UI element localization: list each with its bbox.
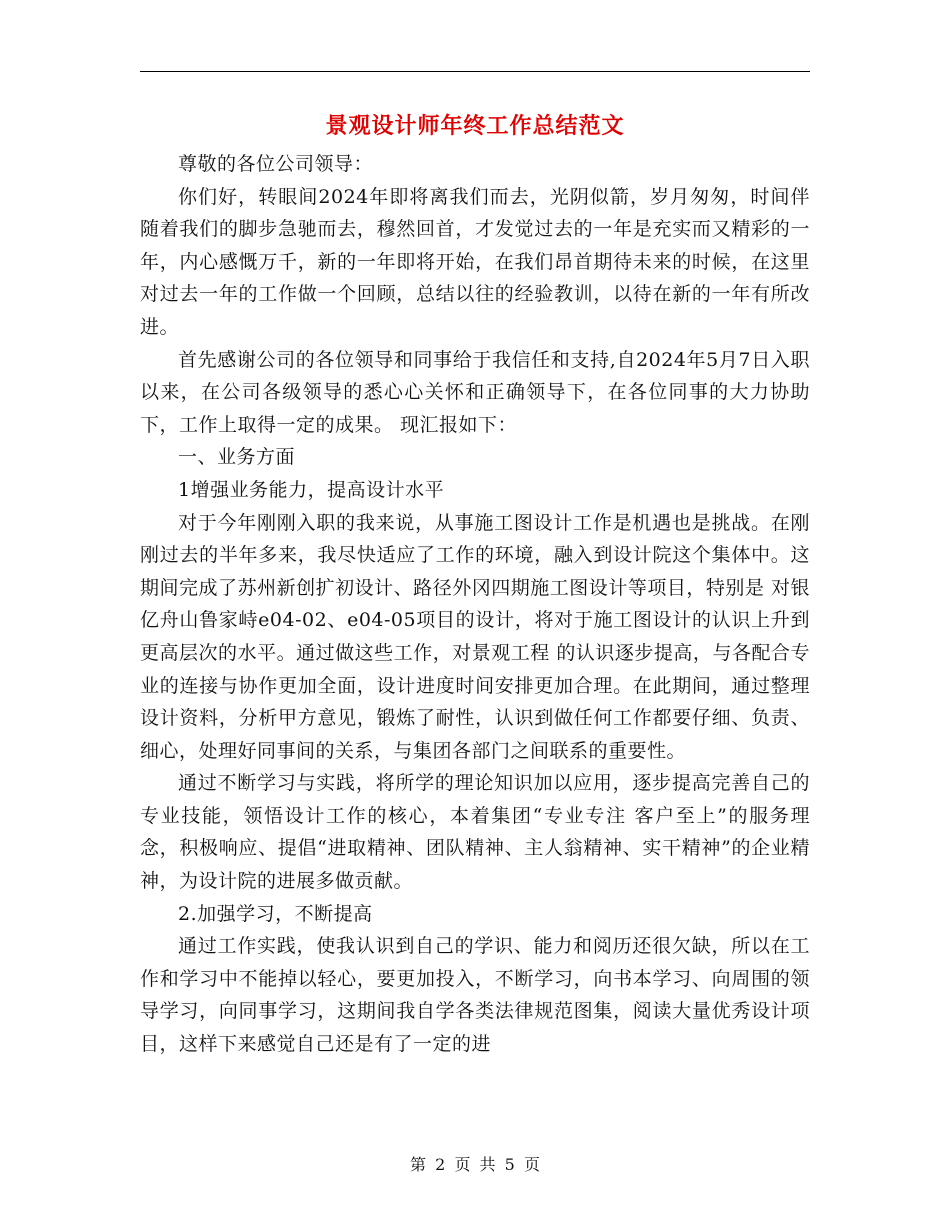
paragraph-thanks: 首先感谢公司的各位领导和同事给于我信任和支持,自2024年5月7日入职以来，在公司各级领导的悉心心关怀和正确领导下，在各位同事的大力协助下，工作上取得一定的成果。 现汇报如下： [140,348,810,436]
paragraph-learning-practice: 通过不断学习与实践，将所学的理论知识加以应用，逐步提高完善自己的专业技能，领悟设计工作的核心，本着集团“专业专注 客户至上”的服务理念，积极响应、提倡“进取精神、团队精神、主人翁精神、实干精神”的企业精神，为设计院的进展多做贡献。 [140,772,810,893]
footer-current-page: 2 [435,1155,446,1174]
subheading-study: 2.加强学习，不断提高 [178,902,373,925]
section-heading-business: 一、业务方面 [178,446,296,469]
paragraph-salutation: 尊敬的各位公司领导： [178,153,374,175]
document-title: 景观设计师年终工作总结范文 [325,113,625,139]
paragraph-greeting: 你们好，转眼间2024年即将离我们而去，光阴似箭，岁月匆匆，时间伴随着我们的脚步急驰而去，穆然回首，才发觉过去的一年是充实而又精彩的一年，内心感慨万千，新的一年即将开始，在我们昂首期待未来的时候，在这里对过去一年的工作做一个回顾，总结以往的经验教训，以待在新的一年有所改进。 [140,185,810,338]
paragraph-projects: 对于今年刚刚入职的我来说，从事施工图设计工作是机遇也是挑战。在刚刚过去的半年多来，我尽快适应了工作的环境，融入到设计院这个集体中。这期间完成了苏州新创扩初设计、路径外冈四期施工图设计等项目，特别是 对银亿舟山鲁家峙e04-02、e04-05项目的设计，将对于施工图设计的认识上升到更高层次的水平。通过做这些工作，对景观工程 的认识逐步提高，与各配合专业的连接与协作更加全面，设计进度时间安排更加合理。在此期间，通过整理设计资料，分析甲方意见，锻炼了耐性，认识到做任何工作都要仔细、负责、细心，处理好同事间的关系，与集团各部门之间联系的重要性。 [140,511,810,762]
header-rule [140,71,810,72]
page-footer [140,1153,810,1177]
footer-total-pages: 5 [504,1155,515,1174]
footer-prefix: 第 [410,1155,427,1174]
document-body [140,148,810,1061]
footer-suffix: 页 [523,1155,540,1174]
footer-total-word: 共 [479,1155,496,1174]
subheading-ability: 1增强业务能力，提高设计水平 [178,478,445,501]
paragraph-study: 通过工作实践，使我认识到自己的学识、能力和阅历还很欠缺，所以在工作和学习中不能掉以轻心，要更加投入，不断学习，向书本学习、向周围的领导学习，向同事学习，这期间我自学各类法律规范图集，阅读大量优秀设计项目，这样下来感觉自己还是有了一定的进 [140,935,810,1056]
footer-page-word: 页 [454,1155,471,1174]
